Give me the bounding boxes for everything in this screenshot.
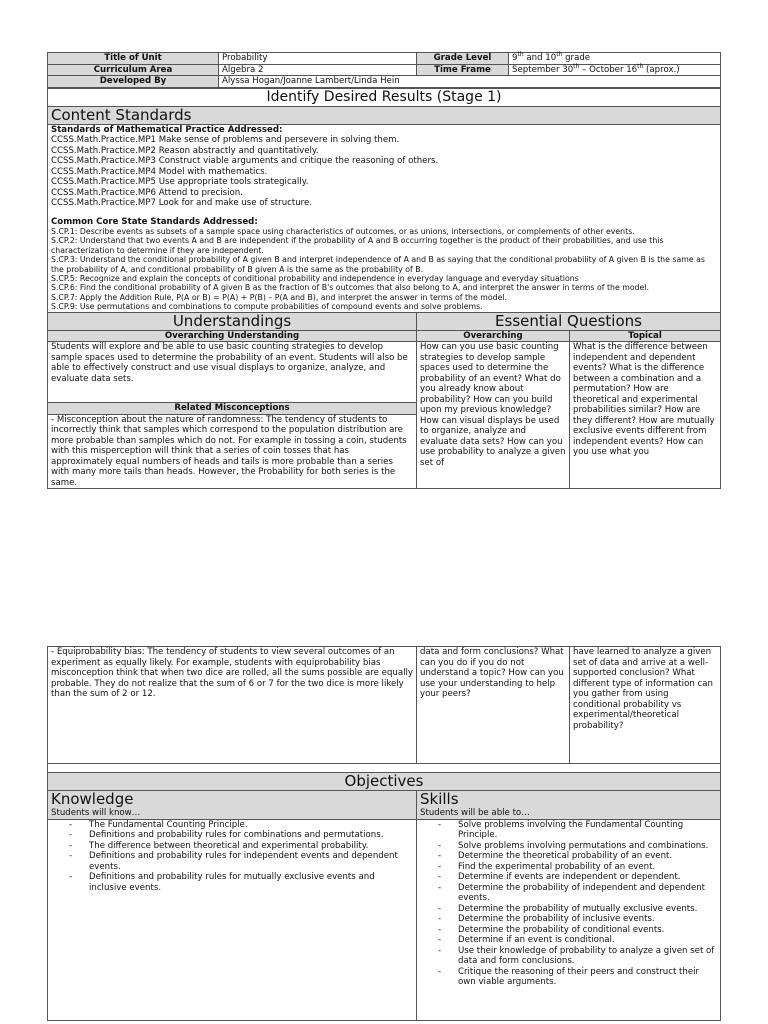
list-item: - Determine the probability of independent and dependent events. (420, 883, 717, 904)
core-heading: Common Core State Standards Addressed: (51, 216, 258, 227)
essential-questions-heading: Essential Questions (417, 312, 721, 330)
continued-table (47, 646, 721, 764)
title-label: Title of Unit (48, 53, 219, 65)
overarching-understanding-heading: Overarching Understanding (48, 330, 417, 342)
core-item: S.CP.3: Understand the conditional probability of A given B and interpret independence of A and B as saying that the conditional probability of A given B is the same as the probability of A, and conditional probability of B given A is the same as the probability of B. (51, 255, 705, 274)
practice-item: CCSS.Math.Practice.MP4 Model with mathematics. (51, 166, 268, 177)
time-label: Time Frame (417, 64, 509, 76)
overarching-questions-cont: data and form conclusions? What can you do if you do not understand a topic? How can you use your understanding to help your peers? (417, 647, 570, 764)
practice-item: CCSS.Math.Practice.MP6 Attend to precision. (51, 187, 243, 198)
core-item: S.CP.5: Recognize and explain the concepts of conditional probability and independence in everyday language and everyday situations (51, 274, 579, 284)
list-item: - Solve problems involving the Fundamental Counting Principle. (420, 820, 717, 841)
area-label: Curriculum Area (48, 64, 219, 76)
list-item: - Definitions and probability rules for mutually exclusive events and inclusive events. (51, 872, 413, 893)
core-item: S.CP.6: Find the conditional probability of A given B as the fraction of B's outcomes that also belong to A, and interpret the answer in terms of the model. (51, 283, 649, 293)
list-item: - Determine if events are independent or dependent. (420, 872, 717, 883)
content-standards-body (48, 124, 721, 312)
topical-questions-cont: have learned to analyze a given set of data and arrive at a well-supported conclusion? What different type of information can you gather from using conditional probability vs experimental/theoretical probability? (570, 647, 721, 764)
misconception-randomness: - Misconception about the nature of randomness: The tendency of students to incorrectly think that samples which correspond to the population distribution are more probable than samples which do not. For example in tossing a coin, students with this misperception will think that a series of coin tosses that has approximately equal numbers of heads and tails is more probable than a series with many more tails than heads. However, the Probability for both series is the same. (48, 414, 417, 489)
list-item: - The difference between theoretical and experimental probability. (51, 841, 413, 852)
list-item: - Find the experimental probability of an event. (420, 862, 717, 873)
skills-heading: Skills (420, 790, 459, 808)
overarching-understanding: Students will explore and be able to use basic counting strategies to develop sample spaces used to determine the probability of an event. Students will also be able to effectively construct and use visual displays to organize, analyze, and evaluate data sets. (48, 342, 417, 403)
dev-label: Developed By (48, 76, 219, 88)
grade-label: Grade Level (417, 53, 509, 65)
list-item: - Determine the probability of mutually exclusive events. (420, 904, 717, 915)
topical-questions-heading: Topical (570, 330, 721, 342)
misconception-equiprobability: - Equiprobability bias: The tendency of students to view several outcomes of an experiment as equally likely. For example, students with equiprobability bias misconception think that when two dice are rolled, all the sums possible are equally probable. They do not realize that the sum of 6 or 7 for the two dice is more likely than the sum of 2 or 12. (48, 647, 417, 764)
practice-item: CCSS.Math.Practice.MP2 Reason abstractly and quantitatively. (51, 145, 319, 156)
practice-item: CCSS.Math.Practice.MP1 Make sense of problems and persevere in solving them. (51, 135, 400, 145)
list-item: - Definitions and probability rules for combinations and permutations. (51, 830, 413, 841)
skills-list (420, 820, 717, 988)
list-item: - Definitions and probability rules for independent events and dependent events. (51, 851, 413, 872)
knowledge-header (48, 791, 417, 820)
page-2 (47, 646, 721, 1021)
overarching-questions: How can you use basic counting strategies to develop sample spaces used to determine the probability of an event? What do you already know about probability? How can you build upon my previous knowledge? How can visual displays be used to organize, analyze and evaluate data sets? How can you use probability to analyze a given set of (417, 342, 570, 489)
core-item: S.CP.7: Apply the Addition Rule, P(A or B) = P(A) + P(B) – P(A and B), and interpret the answer in terms of the model. (51, 292, 508, 302)
list-item: - Critique the reasoning of their peers and construct their own viable arguments. (420, 967, 717, 988)
list-item: - Determine the probability of conditional events. (420, 925, 717, 936)
knowledge-list-cell (48, 819, 417, 1020)
core-item: S.CP.1: Describe events as subsets of a sample space using characteristics of outcomes, or as unions, intersections, or complements of other events. (51, 227, 635, 236)
topical-questions: What is the difference between independent and dependent events? What is the difference between a combination and a permutation? How are theoretical and experimental probabilities similar? How are they different? How are mutually exclusive events different from independent events? How can you use what you (570, 342, 721, 489)
list-item: - Determine the theoretical probability of an event. (420, 851, 717, 862)
content-standards-heading: Content Standards (48, 106, 721, 124)
list-item: - Determine the probability of inclusive events. (420, 914, 717, 925)
skills-header (417, 791, 721, 820)
dev-value: Alyssa Hogan/Joanne Lambert/Linda Hein (219, 76, 721, 88)
overarching-questions-heading: Overarching (417, 330, 570, 342)
skills-list-cell (417, 819, 721, 1020)
list-item: - The Fundamental Counting Principle. (51, 820, 413, 831)
page-1 (47, 52, 721, 489)
list-item: - Determine if an event is conditional. (420, 935, 717, 946)
knowledge-sub: Students will know… (51, 808, 141, 818)
understandings-heading: Understandings (48, 312, 417, 330)
practice-item: CCSS.Math.Practice.MP5 Use appropriate tools strategically. (51, 177, 309, 187)
knowledge-heading: Knowledge (51, 790, 134, 808)
core-item: S.CP.9: Use permutations and combinations to compute probabilities of compound events and solve problems. (51, 302, 483, 312)
practice-item: CCSS.Math.Practice.MP3 Construct viable arguments and critique the reasoning of others. (51, 156, 439, 166)
title-value: Probability (219, 53, 417, 65)
unit-header-table (47, 52, 721, 88)
objectives-heading: Objectives (48, 773, 721, 791)
list-item: - Solve problems involving permutations and combinations. (420, 841, 717, 852)
skills-sub: Students will be able to… (420, 808, 530, 818)
misconceptions-heading: Related Misconceptions (48, 403, 417, 415)
stage1-title: Identify Desired Results (Stage 1) (48, 88, 721, 106)
list-item: - Use their knowledge of probability to analyze a given set of data and form conclusions. (420, 946, 717, 967)
time-value: September 30th – October 16th (aprox.) (509, 64, 721, 76)
practice-heading: Standards of Mathematical Practice Addressed: (51, 124, 283, 135)
practice-item: CCSS.Math.Practice.MP7 Look for and make use of structure. (51, 198, 313, 208)
stage1-table (47, 88, 721, 490)
grade-value: 9th and 10th grade (509, 53, 721, 65)
objectives-table (47, 772, 721, 1021)
core-item: S.CP.2: Understand that two events A and B are independent if the probability of A and B occurring together is the product of their probabilities, and use this characterization to determine if they are independent. (51, 236, 664, 255)
knowledge-list (51, 820, 413, 894)
area-value: Algebra 2 (219, 64, 417, 76)
